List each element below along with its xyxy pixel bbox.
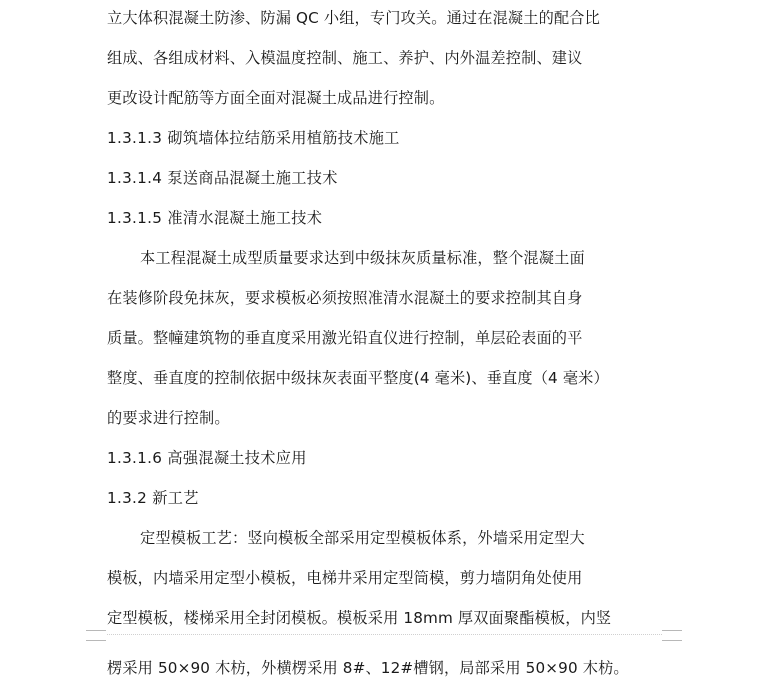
page-corner-mark-icon (662, 630, 682, 641)
page-break-divider (107, 634, 662, 636)
paragraph-line: 模板，内墙采用定型小模板，电梯井采用定型筒模，剪力墙阴角处使用 (107, 569, 583, 587)
paragraph-line: 更改设计配筋等方面全面对混凝土成品进行控制。 (107, 89, 445, 107)
paragraph-line: 本工程混凝土成型质量要求达到中级抹灰质量标准，整个混凝土面 (140, 249, 585, 267)
section-heading: 1.3.1.3 砌筑墙体拉结筋采用植筋技术施工 (107, 129, 400, 147)
paragraph-line: 在装修阶段免抹灰，要求模板必须按照准清水混凝土的要求控制其自身 (107, 289, 583, 307)
paragraph-line: 整度、垂直度的控制依据中级抹灰表面平整度(4 毫米)、垂直度（4 毫米） (107, 369, 609, 387)
paragraph-line: 的要求进行控制。 (107, 409, 230, 427)
paragraph-line: 定型模板，楼梯采用全封闭模板。模板采用 18mm 厚双面聚酯模板，内竖 (107, 609, 612, 627)
page-corner-mark-icon (86, 630, 106, 641)
section-heading: 1.3.1.5 准清水混凝土施工技术 (107, 209, 323, 227)
paragraph-line: 组成、各组成材料、入模温度控制、施工、养护、内外温差控制、建议 (107, 49, 583, 67)
section-heading: 1.3.1.4 泵送商品混凝土施工技术 (107, 169, 338, 187)
section-heading: 1.3.2 新工艺 (107, 489, 199, 507)
paragraph-line: 楞采用 50×90 木枋，外横楞采用 8#、12#槽钢，局部采用 50×90 木枋。 (107, 659, 629, 677)
section-heading: 1.3.1.6 高强混凝土技术应用 (107, 449, 307, 467)
paragraph-line: 质量。整幢建筑物的垂直度采用激光铅直仪进行控制，单层砼表面的平 (107, 329, 583, 347)
paragraph-line: 立大体积混凝土防渗、防漏 QC 小组，专门攻关。通过在混凝土的配合比 (107, 9, 600, 27)
paragraph-line: 定型模板工艺：竖向模板全部采用定型模板体系，外墙采用定型大 (140, 529, 585, 547)
